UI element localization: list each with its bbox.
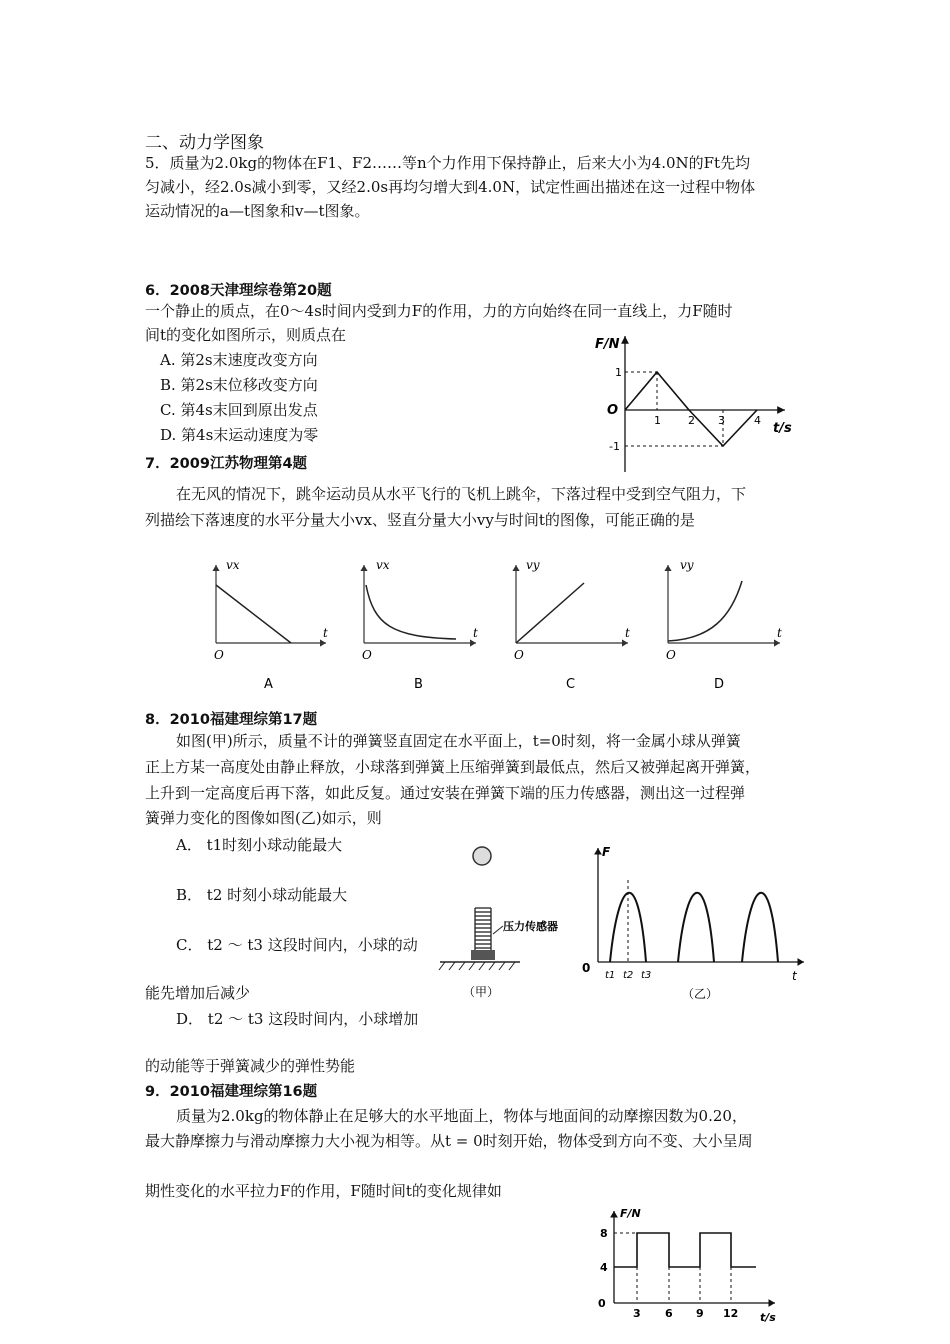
pressure-sensor bbox=[471, 950, 495, 960]
graph-a-ylabel: vx bbox=[226, 558, 240, 572]
graph-b-curve bbox=[366, 585, 456, 639]
metal-ball bbox=[473, 847, 491, 865]
q6-force-graph bbox=[585, 328, 800, 476]
q5-line-1: 5．质量为2.0kg的物体在F1、F2……等n个力作用下保持静止，后来大小为4.0N的Ft先均 bbox=[145, 154, 751, 172]
tick-t3: t3 bbox=[641, 970, 652, 981]
origin-label: 0 bbox=[582, 961, 591, 975]
y-axis-label: F/N bbox=[595, 337, 620, 352]
graph-c-ylabel: vy bbox=[526, 558, 540, 572]
q9-force-graph bbox=[590, 1205, 790, 1341]
force-square-wave bbox=[614, 1233, 756, 1267]
x-axis-label: t bbox=[792, 969, 797, 983]
graph-b-xlabel: t bbox=[473, 626, 478, 640]
q6-option-d: D. 第4s末运动速度为零 bbox=[160, 426, 319, 444]
q8-option-b: B． t2 时刻小球动能最大 bbox=[176, 886, 348, 904]
graph-d-xlabel: t bbox=[777, 626, 782, 640]
q9-line-3: 期性变化的水平拉力F的作用，F随时间t的变化规律如 bbox=[145, 1182, 502, 1200]
q8-option-c-1: C． t2 ～ t3 这段时间内，小球的动 bbox=[176, 936, 418, 954]
graph-d-curve bbox=[668, 581, 742, 641]
force-line bbox=[625, 372, 757, 446]
q7-line-1: 在无风的情况下，跳伞运动员从水平飞行的飞机上跳伞，下落过程中受到空气阻力，下 bbox=[176, 485, 747, 503]
q6-line-2: 间t的变化如图所示，则质点在 bbox=[145, 326, 347, 344]
graph-a bbox=[214, 558, 328, 692]
q6-title: 6．2008天津理综卷第20题 bbox=[145, 283, 332, 299]
tick-x-3: 3 bbox=[718, 414, 725, 427]
q8-title: 8．2010福建理综第17题 bbox=[145, 712, 318, 728]
q6-option-b: B. 第2s末位移改变方向 bbox=[160, 376, 318, 394]
q8-force-time-graph bbox=[578, 840, 808, 1002]
q5-line-2: 匀减小，经2.0s减小到零，又经2.0s再均匀增大到4.0N，试定性画出描述在这一过程中物体 bbox=[145, 178, 756, 196]
q8-option-d-2: 的动能等于弹簧减少的弹性势能 bbox=[145, 1057, 356, 1075]
graph-a-origin: O bbox=[214, 648, 224, 662]
x-axis-label: t/s bbox=[773, 421, 792, 436]
q8-spring-figure bbox=[435, 838, 585, 1003]
q5-line-3: 运动情况的a—t图象和v—t图象。 bbox=[145, 202, 370, 220]
tick-x-1: 1 bbox=[654, 414, 661, 427]
origin-label: 0 bbox=[598, 1297, 606, 1310]
section-title: 二、动力学图象 bbox=[145, 133, 264, 153]
graph-b bbox=[362, 558, 478, 692]
q6-line-1: 一个静止的质点，在0～4s时间内受到力F的作用，力的方向始终在同一直线上，力F随时 bbox=[145, 302, 733, 320]
tick-y-neg1: -1 bbox=[609, 440, 620, 453]
force-arch-1 bbox=[610, 893, 646, 962]
spring bbox=[475, 908, 491, 950]
tick-y-4: 4 bbox=[600, 1261, 608, 1274]
tick-x-2: 2 bbox=[688, 414, 695, 427]
tick-x-3: 3 bbox=[633, 1307, 641, 1320]
graph-d-ylabel: vy bbox=[680, 558, 694, 572]
y-axis-label: F/N bbox=[620, 1207, 641, 1220]
force-arch-3 bbox=[742, 893, 778, 962]
q8-option-c-2: 能先增加后减少 bbox=[145, 984, 251, 1002]
tick-x-6: 6 bbox=[665, 1307, 673, 1320]
q7-graphs bbox=[196, 555, 796, 695]
graph-c bbox=[514, 558, 630, 692]
tick-t1: t1 bbox=[605, 970, 616, 981]
q8-line-1: 如图(甲)所示，质量不计的弹簧竖直固定在水平面上，t=0时刻，将一金属小球从弹簧 bbox=[176, 732, 741, 750]
q9-title: 9．2010福建理综第16题 bbox=[145, 1084, 318, 1100]
q8-option-d-1: D． t2 ～ t3 这段时间内，小球增加 bbox=[176, 1010, 419, 1028]
q7-title: 7．2009江苏物理第4题 bbox=[145, 456, 308, 472]
graph-c-xlabel: t bbox=[625, 626, 630, 640]
tick-y-1: 1 bbox=[615, 366, 622, 379]
graph-d bbox=[666, 558, 782, 692]
q8-option-a: A． t1时刻小球动能最大 bbox=[176, 836, 343, 854]
x-axis-label: t/s bbox=[760, 1311, 776, 1324]
tick-x-4: 4 bbox=[754, 414, 761, 427]
sensor-label: 压力传感器 bbox=[503, 920, 558, 933]
ground-hatch bbox=[439, 962, 515, 970]
graph-a-xlabel: t bbox=[323, 626, 328, 640]
q6-option-a: A. 第2s末速度改变方向 bbox=[160, 351, 318, 369]
origin-label: O bbox=[607, 403, 619, 418]
q6-option-c: C. 第4s末回到原出发点 bbox=[160, 401, 318, 419]
graph-c-origin: O bbox=[514, 648, 524, 662]
figure-yi-caption: （乙） bbox=[682, 987, 719, 1001]
tick-t2: t2 bbox=[623, 970, 634, 981]
tick-y-8: 8 bbox=[600, 1227, 608, 1240]
q8-line-4: 簧弹力变化的图像如图(乙)如示，则 bbox=[145, 809, 382, 827]
q8-line-3: 上升到一定高度后再下落，如此反复。通过安装在弹簧下端的压力传感器，测出这一过程弹 bbox=[145, 784, 746, 802]
graph-d-origin: O bbox=[666, 648, 676, 662]
graph-d-caption: D bbox=[714, 677, 725, 692]
y-axis-label: F bbox=[602, 845, 611, 859]
graph-b-ylabel: vx bbox=[376, 558, 390, 572]
graph-b-origin: O bbox=[362, 648, 372, 662]
graph-b-caption: B bbox=[414, 677, 423, 692]
sensor-pointer bbox=[493, 926, 503, 934]
q9-line-1: 质量为2.0kg的物体静止在足够大的水平地面上，物体与地面间的动摩擦因数为0.20， bbox=[176, 1107, 747, 1125]
graph-c-line bbox=[516, 583, 584, 643]
graph-a-caption: A bbox=[264, 677, 273, 692]
tick-x-12: 12 bbox=[723, 1307, 739, 1320]
figure-jia-caption: （甲） bbox=[463, 985, 500, 999]
q9-line-2: 最大静摩擦力与滑动摩擦力大小视为相等。从t = 0时刻开始，物体受到方向不变、大小呈周 bbox=[145, 1132, 753, 1150]
q7-line-2: 列描绘下落速度的水平分量大小vx、竖直分量大小vy与时间t的图像，可能正确的是 bbox=[145, 511, 695, 529]
graph-a-line bbox=[216, 585, 291, 643]
graph-c-caption: C bbox=[566, 677, 576, 692]
q8-line-2: 正上方某一高度处由静止释放，小球落到弹簧上压缩弹簧到最低点，然后又被弹起离开弹簧， bbox=[145, 758, 761, 776]
force-arch-2 bbox=[678, 893, 714, 962]
tick-x-9: 9 bbox=[696, 1307, 704, 1320]
